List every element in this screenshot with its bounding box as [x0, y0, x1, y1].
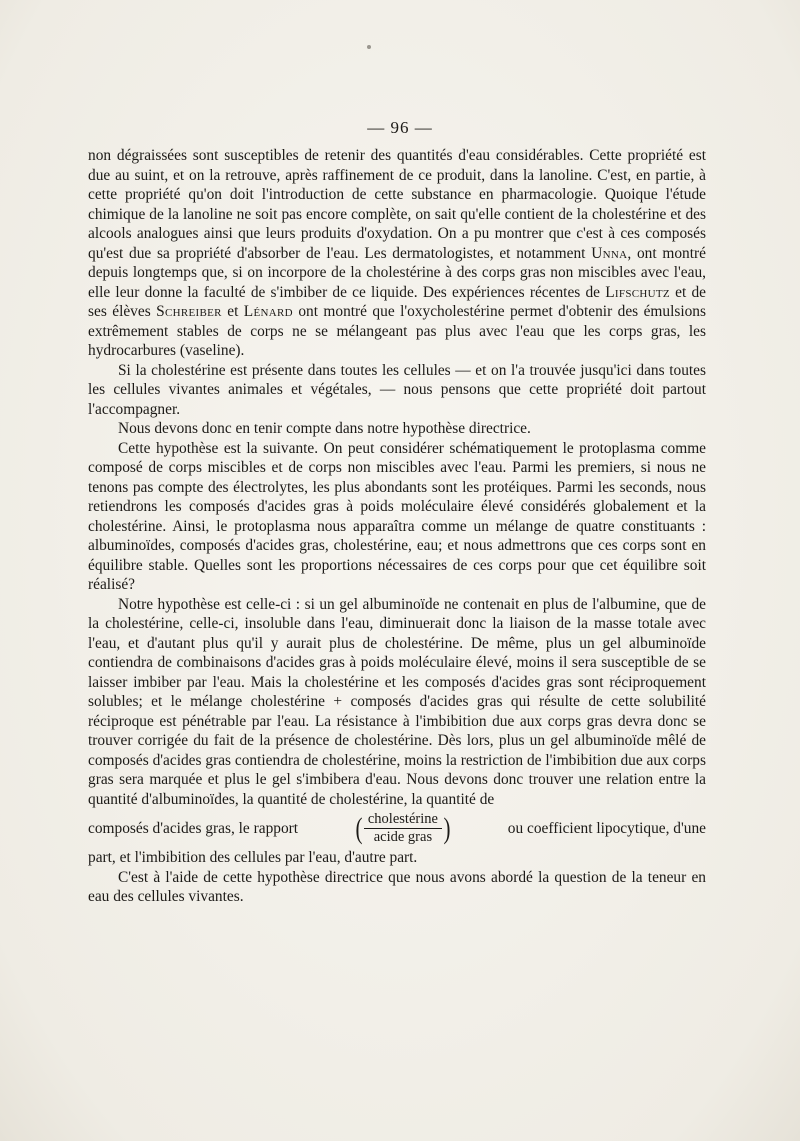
paragraph-2: Si la cholestérine est présente dans toutes les cellules — et on l'a trouvée jusqu'ici dans toutes les cellules vivantes animales et végétales, — nous pensons que cette propriété doit partout l'accompagner. [88, 361, 706, 418]
paragraph-1-cont-d: ont montré que l'oxycholestérine permet d'obtenir des émulsions extrêmement stables de corps ne se mélangeant pas plus avec l'eau que les corps gras, les hydrocarbures (vaseline). [88, 303, 706, 359]
paragraph-3: Nous devons donc en tenir compte dans notre hypothèse directrice. [118, 420, 531, 437]
formula-after: ou coefficient lipocytique, d'une [507, 819, 706, 837]
body-text [88, 146, 706, 907]
fraction-numerator: cholestérine [364, 811, 442, 829]
ratio-formula [354, 811, 452, 846]
author-unna: Unna [591, 244, 628, 262]
paragraph-1-cont-a: , ont montré depuis longtemps que, si on incorpore de la cholestérine à des corps gras non miscibles avec l'eau, elle leur donne la faculté de s'imbiber de ce liquide. Des expériences récentes de [88, 244, 706, 301]
paragraph-5: Notre hypothèse est celle-ci : si un gel albuminoïde ne contenait en plus de l'albumine, que de la cholestérine, celle-ci, insoluble dans l'eau, diminuerait donc la liaison de la masse totale avec l'eau, et d'autant plus qu'il y aurait plus de cholestérine. De même, plus un gel albuminoïde contiendra de combinaisons d'acides gras à poids moléculaire élevé, moins il sera susceptible de se laisser imbiber par l'eau. Mais la cholestérine et les composés d'acides gras sont réciproquement solubles; et le mélange cholestérine + composés d'acides gras qui résulte de cette solubilité réciproque est pénétrable par l'eau. La résistance à l'imbibition due aux corps gras devra donc se trouver corrigée du fait de la présence de cholestérine. Dès lors, plus un gel albuminoïde mêlé de composés d'acides gras contiendra de cholestérine, moins la restriction de l'imbibition due aux corps gras sera marquée et plus le gel s'imbibera d'eau. Nous devons donc trouver une relation entre la quantité d'albuminoïdes, la quantité de cholestérine, la quantité de [88, 595, 706, 808]
formula-continuation: part, et l'imbibition des cellules par l'eau, d'autre part. [88, 849, 418, 866]
author-lifschutz: Lifschutz [605, 283, 670, 301]
fraction-denominator: acide gras [373, 829, 433, 845]
formula-before: composés d'acides gras, le rapport [88, 819, 299, 837]
formula-line [88, 811, 706, 846]
page-number: — 96 — [367, 118, 433, 137]
author-lenard: Lénard [243, 303, 293, 320]
right-paren: ) [443, 811, 451, 845]
paragraph-1-cont-c: et [227, 303, 239, 320]
paragraph-1-text: non dégraissées sont susceptibles de retenir des quantités d'eau considérables. Cette propriété est due au suint, et on la retrouve, après raffinement de ce produit, dans la lanoline. C'est, en partie, à cette propriété qu'on doit l'introduction de cette substance en pharmacologie. Quoique l'étude chimique de la lanoline ne soit pas encore complète, on sait qu'elle contient de la cholestérine et des alcools analogues ainsi que leurs produits d'oxydation. On a pu montrer que c'est à ces composés qu'est due sa propriété d'absorber de l'eau. Les dermatologistes, et notamment [88, 147, 706, 262]
paragraph-4: Cette hypothèse est la suivante. On peut considérer schématiquement le protoplasma comme composé de corps miscibles et de corps non miscibles avec l'eau. Parmi les premiers, si nous ne tenons pas compte des électrolytes, les plus abondants sont les protéiques. Parmi les seconds, nous retiendrons les composés d'acides gras à poids moléculaire élevé considérés globalement et la cholestérine. Ainsi, le protoplasma nous apparaîtra comme un mélange de quatre constituants : albuminoïdes, composés d'acides gras, cholestérine, eau; et nous admettrons que ces corps sont en équilibre stable. Quelles sont les proportions nécessaires de ces corps pour que cet équilibre soit réalisé? [88, 439, 706, 593]
paragraph-1-cont-b: et de ses élèves [88, 283, 706, 320]
fraction [364, 811, 442, 846]
paragraph-6: C'est à l'aide de cette hypothèse directrice que nous avons abordé la question de la teneur en eau des cellules vivantes. [88, 868, 706, 905]
left-paren: ( [355, 811, 363, 845]
ink-dot [367, 45, 371, 49]
author-schreiber: Schreiber [156, 303, 222, 320]
paragraph-1 [88, 146, 706, 361]
